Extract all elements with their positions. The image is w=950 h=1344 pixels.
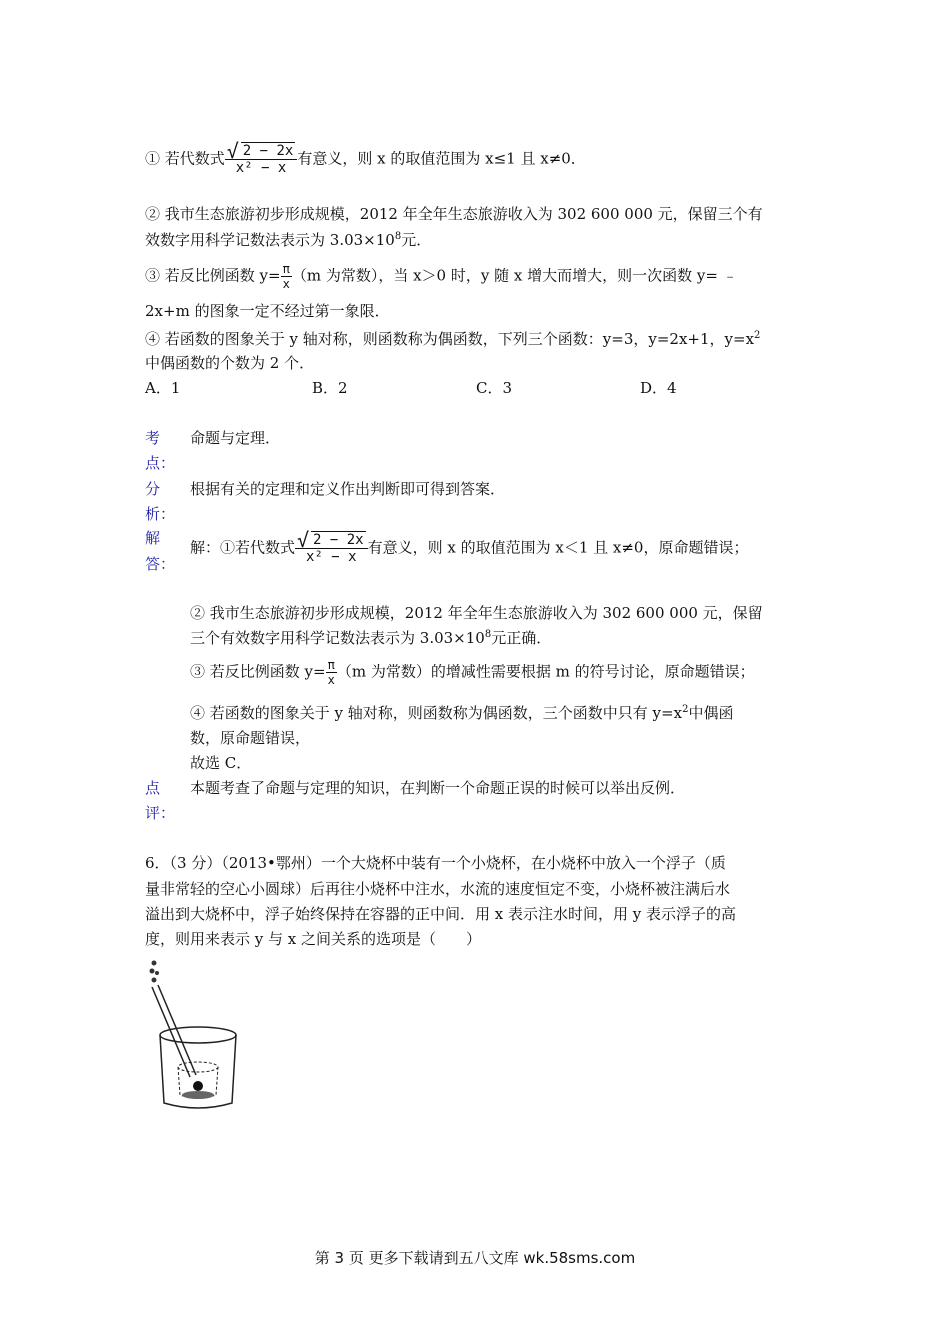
kaodian-text: 命题与定理． [190,429,281,447]
option-a: A．1 [145,379,181,397]
beaker-illustration [140,955,250,1115]
option-b: B．2 [312,379,348,397]
solution-2-line-2 [190,627,551,648]
dianping-text: 本题考查了命题与定理的知识，在判断一个命题正误的时候可以举出反例． [190,779,686,797]
label-jieda-1: 解 [145,529,161,547]
exponent: 8 [484,629,492,640]
solution-3-prefix: ③ 若反比例函数 y= [190,662,326,681]
exponent: 2 [754,330,761,341]
statement-2-line-2 [145,229,431,250]
fraction-denominator: x² − x [306,549,357,565]
option-c: C．3 [476,379,513,397]
fraction-sqrt: √ 2 − 2x x² − x [295,532,368,565]
question-6-line-3: 溢出到大烧杯中，浮子始终保持在容器的正中间．用 x 表示注水时间，用 y 表示浮子的高 [145,905,737,923]
water-pipe [158,985,196,1075]
fraction-sqrt: √ 2 − 2x x² − x [225,143,298,176]
exponent: 8 [394,231,402,242]
solution-1 [190,528,749,565]
solution-1-prefix: 解：①若代数式 [190,538,296,557]
solution-2-text: 三个有效数字用科学记数法表示为 3.03×10 [190,629,485,647]
water-surface [182,1091,214,1099]
solution-4-line-2: 数，原命题错误， [190,729,311,747]
solution-4-text: ④ 若函数的图象关于 y 轴对称，则函数称为偶函数，三个函数中只有 y=x [190,704,683,722]
option-d: D．4 [640,379,677,397]
fraction-numerator: π [282,262,290,276]
label-kaodian-1: 考 [145,429,161,447]
fenxi-text: 根据有关的定理和定义作出判断即可得到答案． [190,480,506,498]
statement-2-line-1: ② 我市生态旅游初步形成规模，2012 年全年生态旅游收入为 302 600 000 元，保留三个有 [145,205,763,223]
fraction-numerator: 2 − 2x [313,532,364,548]
label-dianping-2: 评： [145,804,176,822]
fraction-pi-x [281,262,292,291]
statement-3-prefix: ③ 若反比例函数 y= [145,266,281,285]
label-fenxi-1: 分 [145,480,161,498]
statement-4-text: ④ 若函数的图象关于 y 轴对称，则函数称为偶函数，下列三个函数：y=3，y=2x+1，y=x [145,330,755,348]
question-6-line-4: 度，则用来表示 y 与 x 之间关系的选项是（ ） [145,930,482,948]
label-kaodian-2: 点： [145,454,176,472]
statement-1 [145,139,586,176]
fraction-pi-x [326,658,337,687]
statement-2-suffix: 元． [401,231,432,249]
solution-2-suffix: 元正确． [491,629,552,647]
question-6-line-1: 6．（3 分）（2013•鄂州）一个大烧杯中装有一个小烧杯，在小烧杯中放入一个浮子（质 [145,854,726,872]
solution-2-line-1: ② 我市生态旅游初步形成规模，2012 年全年生态旅游收入为 302 600 000 元，保留 [190,604,763,622]
solution-3 [190,658,755,687]
label-jieda-2: 答： [145,555,176,573]
solution-4-line-1 [190,702,733,723]
solution-3-suffix: （m 为常数）的增减性需要根据 m 的符号讨论，原命题错误； [336,662,755,681]
question-6-line-2: 量非常轻的空心小圆球）后再往小烧杯中注水，水流的速度恒定不变，小烧杯被注满后水 [145,880,731,898]
large-beaker-rim [160,1027,236,1043]
water-drop [152,978,157,983]
statement-1-prefix: ① 若代数式 [145,149,225,168]
water-drop [155,971,159,975]
page-footer: 第 3 页 更多下载请到五八文库 wk.58sms.com [314,1249,636,1267]
statement-1-suffix: 有意义，则 x 的取值范围为 x≤1 且 x≠0． [297,149,586,168]
statement-3-suffix: （m 为常数），当 x＞0 时，y 随 x 增大而增大，则一次函数 y= ﹣ [291,266,738,285]
solution-1-suffix: 有意义，则 x 的取值范围为 x＜1 且 x≠0，原命题错误； [367,538,749,557]
solution-4-suffix: 中偶函 [688,704,734,722]
fraction-denominator: x [282,277,290,291]
label-fenxi-2: 析： [145,505,176,523]
statement-4-line-2: 中偶函数的个数为 2 个． [145,354,315,372]
fraction-denominator: x [327,673,335,687]
statement-3-line-2: 2x+m 的图象一定不经过第一象限． [145,302,390,320]
water-drop [152,961,157,966]
exponent: 2 [682,704,689,715]
float-ball [193,1081,203,1091]
fraction-denominator: x² − x [235,160,287,176]
statement-2-text: 效数字用科学记数法表示为 3.03×10 [145,231,395,249]
statement-3-line-1 [145,262,738,291]
fraction-numerator: 2 − 2x [242,143,294,159]
statement-4-line-1 [145,328,760,349]
label-dianping-1: 点 [145,779,161,797]
water-drop [150,969,155,974]
solution-choice: 故选 C． [190,754,252,772]
fraction-numerator: π [327,658,335,672]
